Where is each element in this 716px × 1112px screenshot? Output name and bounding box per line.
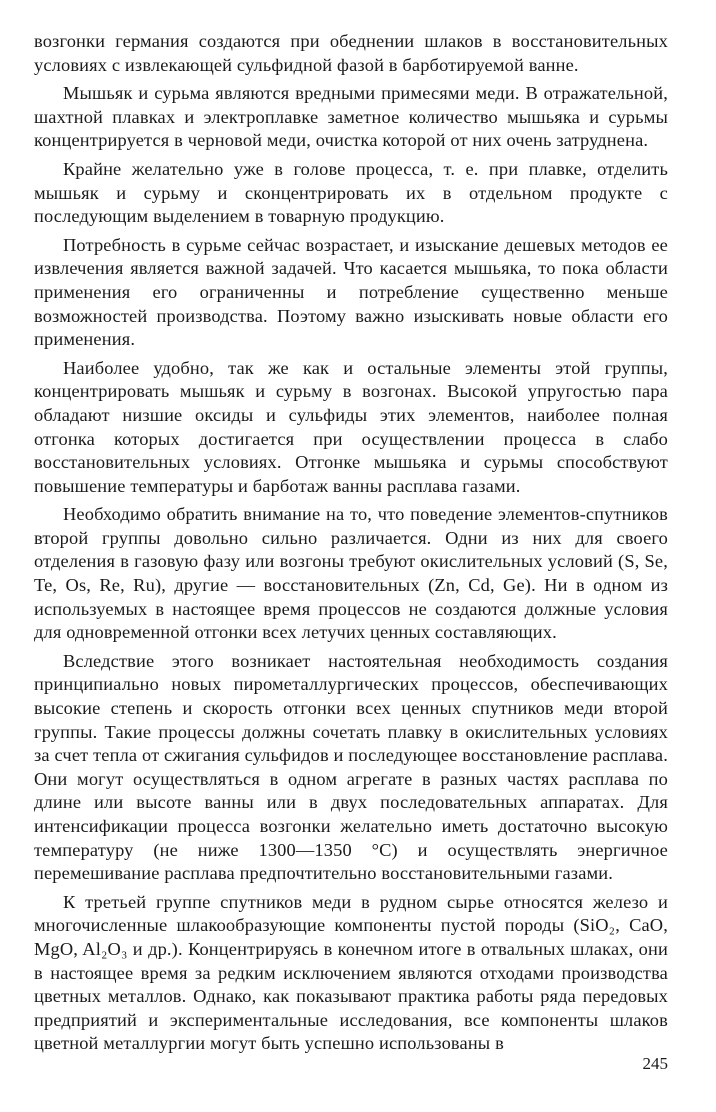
page-number: 245 (642, 1054, 668, 1073)
paragraph-4: Потребность в сурьме сейчас возрастает, и изыскание дешевых методов ее извлечения является важной задачей. Что касается мышьяка, то пока области применения его ограниченны и потребление существенно меньше возможностей производства. Поэтому важно изыскивать новые области его применения. (34, 234, 668, 350)
paragraph-7: Вследствие этого возникает настоятельная необходимость создания принципиально новых пирометаллургических процессов, обеспечивающих высокие степень и скорость отгонки всех ценных спутников меди второй группы. Такие процессы должны сочетать плавку в окислительных условиях за счет тепла от сжигания сульфидов и последующее восстановление расплава. Они могут осуществляться в одном агрегате в разных частях расплава по длине или высоте ванны или в двух последовательных аппаратах. Для интенсификации процесса возгонки желательно иметь достаточно высокую температуру (не ниже 1300—1350 °C) и осуществлять энергичное перемешивание расплава предпочтительно восстановительными газами. (34, 650, 668, 884)
paragraph-2: Мышьяк и сурьма являются вредными примесями меди. В отражательной, шахтной плавках и электроплавке заметное количество мышьяка и сурьмы концентрируется в черновой меди, очистка которой от них очень затруднена. (34, 83, 668, 151)
paragraph-5: Наиболее удобно, так же как и остальные элементы этой группы, концентрировать мышьяк и сурьму в возгонах. Высокой упругостью пара обладают низшие оксиды и сульфиды этих элементов, наиболее полная отгонка которых достигается при осуществлении процесса в слабо восстановительных условиях. Отгонке мышьяка и сурьмы способствуют повышение температуры и барботаж ванны расплава газами. (34, 357, 668, 496)
paragraph-8: К третьей группе спутников меди в рудном сырье относятся железо и многочисленные шлакообразующие компоненты пустой породы (SiO₂, CaO, MgO, Al₂O₃ и др.). Концентрируясь в конечном итоге в отвальных шлаках, они в настоящее время за редким исключением являются отходами производства цветных металлов. Однако, как показывают практика работы ряда передовых предприятий и экспериментальные исследования, все компоненты шлаков цветной металлургии могут быть успешно использованы в (34, 891, 668, 1054)
page-body (34, 30, 668, 1061)
paragraph-6: Необходимо обратить внимание на то, что поведение элементов-спутников второй группы довольно сильно различается. Одни из них для своего отделения в газовую фазу или возгоны требуют окислительных условий (S, Se, Te, Os, Re, Ru), другие — восстановительных (Zn, Cd, Ge). Ни в одном из используемых в настоящее время процессов не создаются должные условия для одновременной отгонки всех летучих ценных составляющих. (34, 504, 668, 643)
paragraph-1: возгонки германия создаются при обеднении шлаков в восстановительных условиях с извлекающей сульфидной фазой в барботируемой ванне. (34, 31, 668, 75)
paragraph-3: Крайне желательно уже в голове процесса, т. е. при плавке, отделить мышьяк и сурьму и сконцентрировать их в отдельном продукте с последующим выделением в товарную продукцию. (34, 158, 668, 227)
